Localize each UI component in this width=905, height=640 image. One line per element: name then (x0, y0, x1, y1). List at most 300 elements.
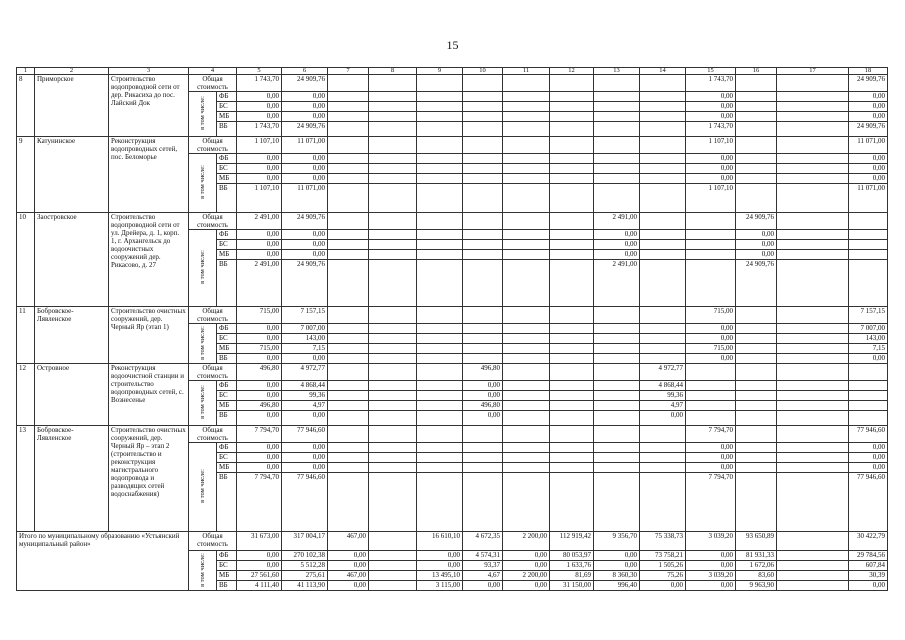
value-cell: 0,00 (849, 463, 888, 473)
value-cell (463, 344, 503, 354)
value-cell: 0,00 (849, 154, 888, 164)
value-cell (594, 137, 640, 154)
value-cell: 80 053,97 (550, 551, 594, 561)
object-name: Строительство водопроводной сети от дер. Рикасиха до пос. Лайский Док (109, 75, 189, 137)
value-cell (328, 381, 369, 391)
value-cell: 0,00 (594, 551, 640, 561)
value-cell (417, 324, 463, 334)
value-cell (417, 307, 463, 324)
column-header: 6 (282, 68, 328, 75)
value-cell (550, 213, 594, 230)
value-cell: 0,00 (282, 240, 328, 250)
value-cell (463, 230, 503, 240)
value-cell (550, 364, 594, 381)
value-cell (417, 250, 463, 260)
value-cell: 31 150,00 (550, 581, 594, 591)
value-cell: 7 794,70 (686, 473, 736, 532)
value-cell: 0,00 (282, 112, 328, 122)
value-cell: 0,00 (237, 391, 282, 401)
value-cell (777, 364, 849, 381)
value-cell (463, 334, 503, 344)
funding-source-label: ФБ (217, 92, 237, 102)
value-cell: 715,00 (237, 344, 282, 354)
value-cell: 715,00 (686, 344, 736, 354)
value-cell (640, 75, 686, 92)
value-cell: 11 071,00 (849, 184, 888, 213)
value-cell (503, 344, 550, 354)
value-cell: 317 004,17 (282, 532, 328, 551)
value-cell (686, 401, 736, 411)
value-cell (328, 473, 369, 532)
value-cell (417, 354, 463, 364)
total-label: Итого по муниципальному образованию «Устьянский муниципальный район» (17, 532, 189, 591)
value-cell (369, 561, 417, 571)
value-cell: 0,00 (237, 561, 282, 571)
value-cell: 715,00 (686, 307, 736, 324)
value-cell (594, 354, 640, 364)
value-cell: 1 633,76 (550, 561, 594, 571)
value-cell: 0,00 (686, 112, 736, 122)
funding-source-label: МБ (217, 401, 237, 411)
value-cell (686, 381, 736, 391)
value-cell: 607,84 (849, 561, 888, 571)
value-cell: 0,00 (686, 174, 736, 184)
value-cell: 0,00 (237, 112, 282, 122)
value-cell (550, 453, 594, 463)
value-cell (736, 391, 777, 401)
value-cell (594, 463, 640, 473)
value-cell (369, 174, 417, 184)
value-cell: 77 946,60 (849, 473, 888, 532)
table-row (17, 364, 888, 381)
value-cell (463, 154, 503, 164)
funding-source-label: БС (217, 102, 237, 112)
value-cell (417, 411, 463, 426)
value-cell: 0,00 (463, 381, 503, 391)
value-cell: 1 743,70 (686, 75, 736, 92)
value-cell (328, 344, 369, 354)
value-cell (777, 401, 849, 411)
value-cell: 0,00 (282, 164, 328, 174)
value-cell (640, 164, 686, 174)
value-cell: 4 972,77 (640, 364, 686, 381)
value-cell (328, 154, 369, 164)
value-cell (736, 324, 777, 334)
funding-source-label: БС (217, 453, 237, 463)
value-cell (594, 164, 640, 174)
value-cell (849, 260, 888, 307)
value-cell (369, 240, 417, 250)
value-cell: 24 909,76 (282, 213, 328, 230)
in-total-label (189, 551, 217, 591)
funding-source-label: БС (217, 334, 237, 344)
value-cell: 0,00 (328, 561, 369, 571)
value-cell (328, 364, 369, 381)
value-cell (369, 581, 417, 591)
value-cell (640, 154, 686, 164)
value-cell (777, 473, 849, 532)
value-cell (503, 92, 550, 102)
value-cell: 81 931,33 (736, 551, 777, 561)
value-cell (369, 532, 417, 551)
value-cell (328, 334, 369, 344)
value-cell: 0,00 (237, 154, 282, 164)
value-cell: 0,00 (282, 154, 328, 164)
value-cell: 24 909,76 (282, 75, 328, 92)
value-cell (369, 426, 417, 443)
value-cell (594, 75, 640, 92)
funding-source-label: ВБ (217, 411, 237, 426)
value-cell: 4 868,44 (640, 381, 686, 391)
value-cell: 143,00 (282, 334, 328, 344)
value-cell (777, 184, 849, 213)
value-cell: 2 491,00 (237, 260, 282, 307)
value-cell (594, 92, 640, 102)
value-cell: 1 107,10 (237, 184, 282, 213)
value-cell: 30,39 (849, 571, 888, 581)
value-cell: 0,00 (686, 581, 736, 591)
value-cell (463, 122, 503, 137)
value-cell (463, 75, 503, 92)
value-cell (369, 473, 417, 532)
value-cell: 24 909,76 (282, 122, 328, 137)
value-cell: 11 071,00 (282, 137, 328, 154)
funding-source-label: БС (217, 561, 237, 571)
value-cell: 7 007,00 (282, 324, 328, 334)
value-cell (417, 443, 463, 453)
value-cell (550, 463, 594, 473)
value-cell (550, 75, 594, 92)
value-cell: 0,00 (237, 174, 282, 184)
value-cell (328, 426, 369, 443)
value-cell: 5 512,28 (282, 561, 328, 571)
value-cell (777, 307, 849, 324)
value-cell (777, 571, 849, 581)
value-cell: 0,00 (686, 354, 736, 364)
value-cell (736, 334, 777, 344)
value-cell: 13 495,10 (417, 571, 463, 581)
value-cell (369, 571, 417, 581)
column-header: 10 (463, 68, 503, 75)
value-cell: 2 200,00 (503, 571, 550, 581)
value-cell (777, 463, 849, 473)
value-cell: 0,00 (849, 102, 888, 112)
value-cell: 0,00 (594, 230, 640, 240)
value-cell (686, 213, 736, 230)
value-cell (736, 453, 777, 463)
value-cell (369, 230, 417, 240)
header-row (17, 68, 888, 75)
value-cell (463, 260, 503, 307)
value-cell: 0,00 (328, 551, 369, 561)
value-cell (777, 561, 849, 571)
value-cell (640, 334, 686, 344)
value-cell: 11 071,00 (282, 184, 328, 213)
value-cell: 0,00 (849, 174, 888, 184)
value-cell (550, 112, 594, 122)
in-total-text: в том числе: (198, 165, 206, 199)
row-number: 10 (17, 213, 35, 307)
value-cell: 7,15 (849, 344, 888, 354)
value-cell: 0,00 (594, 561, 640, 571)
value-cell (503, 240, 550, 250)
value-cell (686, 411, 736, 426)
table-row (17, 307, 888, 324)
row-number: 11 (17, 307, 35, 364)
value-cell (736, 92, 777, 102)
value-cell (640, 250, 686, 260)
value-cell: 0,00 (237, 92, 282, 102)
value-cell: 3 039,20 (686, 532, 736, 551)
value-cell (328, 354, 369, 364)
value-cell: 7 157,15 (849, 307, 888, 324)
value-cell (328, 137, 369, 154)
value-cell: 1 743,70 (686, 122, 736, 137)
total-cost-label: Общая стоимость (189, 532, 237, 551)
value-cell (640, 443, 686, 453)
value-cell (849, 411, 888, 426)
column-header: 14 (640, 68, 686, 75)
value-cell (686, 391, 736, 401)
value-cell (328, 260, 369, 307)
value-cell: 2 491,00 (594, 260, 640, 307)
value-cell (777, 75, 849, 92)
value-cell (417, 453, 463, 463)
value-cell (736, 122, 777, 137)
value-cell (550, 260, 594, 307)
value-cell (640, 184, 686, 213)
value-cell: 7 794,70 (237, 426, 282, 443)
value-cell (369, 137, 417, 154)
total-cost-label: Общая стоимость (189, 307, 237, 324)
value-cell (417, 75, 463, 92)
value-cell (328, 75, 369, 92)
value-cell (369, 401, 417, 411)
value-cell (849, 250, 888, 260)
value-cell: 0,00 (463, 391, 503, 401)
value-cell: 75,26 (640, 571, 686, 581)
value-cell: 143,00 (849, 334, 888, 344)
value-cell (777, 426, 849, 443)
value-cell (640, 102, 686, 112)
value-cell: 24 909,76 (849, 122, 888, 137)
value-cell: 2 491,00 (594, 213, 640, 230)
value-cell (417, 174, 463, 184)
value-cell: 0,00 (417, 551, 463, 561)
value-cell (463, 354, 503, 364)
funding-source-label: ВБ (217, 473, 237, 532)
value-cell (503, 184, 550, 213)
value-cell (550, 391, 594, 401)
row-number: 8 (17, 75, 35, 137)
value-cell: 0,00 (736, 230, 777, 240)
value-cell (686, 260, 736, 307)
value-cell: 4,67 (463, 571, 503, 581)
value-cell (417, 154, 463, 164)
in-total-text: в том числе: (198, 385, 206, 419)
funding-source-label: БС (217, 240, 237, 250)
value-cell (736, 364, 777, 381)
value-cell (369, 324, 417, 334)
value-cell (463, 164, 503, 174)
funding-source-label: ФБ (217, 381, 237, 391)
column-header: 3 (109, 68, 189, 75)
column-header: 2 (35, 68, 109, 75)
row-number: 13 (17, 426, 35, 532)
value-cell (736, 174, 777, 184)
value-cell (550, 164, 594, 174)
funding-source-label: ФБ (217, 551, 237, 561)
value-cell (550, 381, 594, 391)
value-cell: 0,00 (686, 92, 736, 102)
value-cell (594, 453, 640, 463)
value-cell (736, 411, 777, 426)
value-cell: 41 113,90 (282, 581, 328, 591)
value-cell (328, 174, 369, 184)
value-cell (849, 364, 888, 381)
funding-source-label: ФБ (217, 230, 237, 240)
value-cell: 0,00 (594, 240, 640, 250)
value-cell: 4 972,77 (282, 364, 328, 381)
value-cell (328, 307, 369, 324)
funding-source-label: ФБ (217, 324, 237, 334)
value-cell (550, 102, 594, 112)
value-cell: 0,00 (686, 561, 736, 571)
value-cell (463, 324, 503, 334)
value-cell (640, 240, 686, 250)
value-cell: 996,40 (594, 581, 640, 591)
value-cell (777, 324, 849, 334)
value-cell: 7 157,15 (282, 307, 328, 324)
value-cell: 0,00 (282, 250, 328, 260)
funding-source-label: БС (217, 391, 237, 401)
value-cell (594, 184, 640, 213)
value-cell (417, 364, 463, 381)
value-cell (777, 164, 849, 174)
value-cell (594, 411, 640, 426)
value-cell: 77 946,60 (282, 473, 328, 532)
value-cell (369, 112, 417, 122)
value-cell (503, 102, 550, 112)
object-name: Строительство очистных сооружений, дер. Черный Яр – этап 2 (строительство и реконструкция магистрального водопровода и разводящих сетей водоснабжения) (109, 426, 189, 532)
value-cell (550, 174, 594, 184)
funding-source-label: ВБ (217, 184, 237, 213)
value-cell (328, 401, 369, 411)
value-cell (640, 260, 686, 307)
value-cell: 0,00 (686, 453, 736, 463)
value-cell (369, 75, 417, 92)
value-cell: 0,00 (640, 411, 686, 426)
value-cell (777, 92, 849, 102)
value-cell (777, 334, 849, 344)
value-cell: 2 200,00 (503, 532, 550, 551)
total-cost-label: Общая стоимость (189, 137, 237, 154)
value-cell (463, 102, 503, 112)
value-cell (550, 354, 594, 364)
object-name: Реконструкция водоочистной станции и строительство водопроводных сетей, с. Вознесенье (109, 364, 189, 426)
object-name: Строительство водопроводной сети от ул. Дрейера, д. 1, корп. 1, г. Архангельск до водоочистных сооружений дер. Рикасово, д. 27 (109, 213, 189, 307)
value-cell: 0,00 (686, 463, 736, 473)
column-header: 5 (237, 68, 282, 75)
value-cell (736, 401, 777, 411)
value-cell (594, 401, 640, 411)
row-number: 12 (17, 364, 35, 426)
value-cell (328, 122, 369, 137)
value-cell (417, 463, 463, 473)
in-total-text: в том числе: (198, 96, 206, 130)
municipality-name: Катунинское (35, 137, 109, 213)
value-cell (417, 426, 463, 443)
value-cell: 7 007,00 (849, 324, 888, 334)
value-cell (849, 391, 888, 401)
value-cell (328, 250, 369, 260)
value-cell (550, 240, 594, 250)
value-cell: 0,00 (282, 354, 328, 364)
value-cell (503, 443, 550, 453)
value-cell: 0,00 (640, 581, 686, 591)
value-cell: 0,00 (237, 250, 282, 260)
value-cell (503, 230, 550, 240)
value-cell (777, 174, 849, 184)
value-cell: 0,00 (328, 581, 369, 591)
value-cell: 30 422,79 (849, 532, 888, 551)
value-cell (328, 240, 369, 250)
value-cell (369, 154, 417, 164)
value-cell: 270 102,38 (282, 551, 328, 561)
value-cell (594, 473, 640, 532)
value-cell (594, 112, 640, 122)
value-cell: 0,00 (849, 92, 888, 102)
value-cell (503, 122, 550, 137)
data-table (16, 67, 888, 591)
value-cell: 81,69 (550, 571, 594, 581)
value-cell: 8 360,30 (594, 571, 640, 581)
value-cell: 4 111,40 (237, 581, 282, 591)
value-cell: 496,80 (463, 364, 503, 381)
value-cell: 0,00 (849, 443, 888, 453)
municipality-name: Бобровское-Лявленское (35, 307, 109, 364)
value-cell: 83,60 (736, 571, 777, 581)
value-cell: 0,00 (849, 453, 888, 463)
value-cell (736, 344, 777, 354)
value-cell: 75 338,73 (640, 532, 686, 551)
value-cell (594, 426, 640, 443)
value-cell: 4,97 (282, 401, 328, 411)
value-cell: 7 794,70 (237, 473, 282, 532)
value-cell: 0,00 (237, 102, 282, 112)
value-cell: 0,00 (282, 230, 328, 240)
value-cell (736, 307, 777, 324)
value-cell (550, 473, 594, 532)
value-cell (594, 364, 640, 381)
value-cell (594, 307, 640, 324)
value-cell: 467,00 (328, 571, 369, 581)
value-cell: 9 963,90 (736, 581, 777, 591)
value-cell (640, 174, 686, 184)
value-cell: 11 071,00 (849, 137, 888, 154)
in-total-label (189, 154, 217, 213)
value-cell (328, 324, 369, 334)
value-cell (417, 260, 463, 307)
value-cell (777, 381, 849, 391)
table-row (17, 137, 888, 154)
column-header: 15 (686, 68, 736, 75)
value-cell (369, 307, 417, 324)
value-cell (369, 122, 417, 137)
value-cell: 24 909,76 (282, 260, 328, 307)
value-cell: 0,00 (686, 443, 736, 453)
table-row (17, 213, 888, 230)
